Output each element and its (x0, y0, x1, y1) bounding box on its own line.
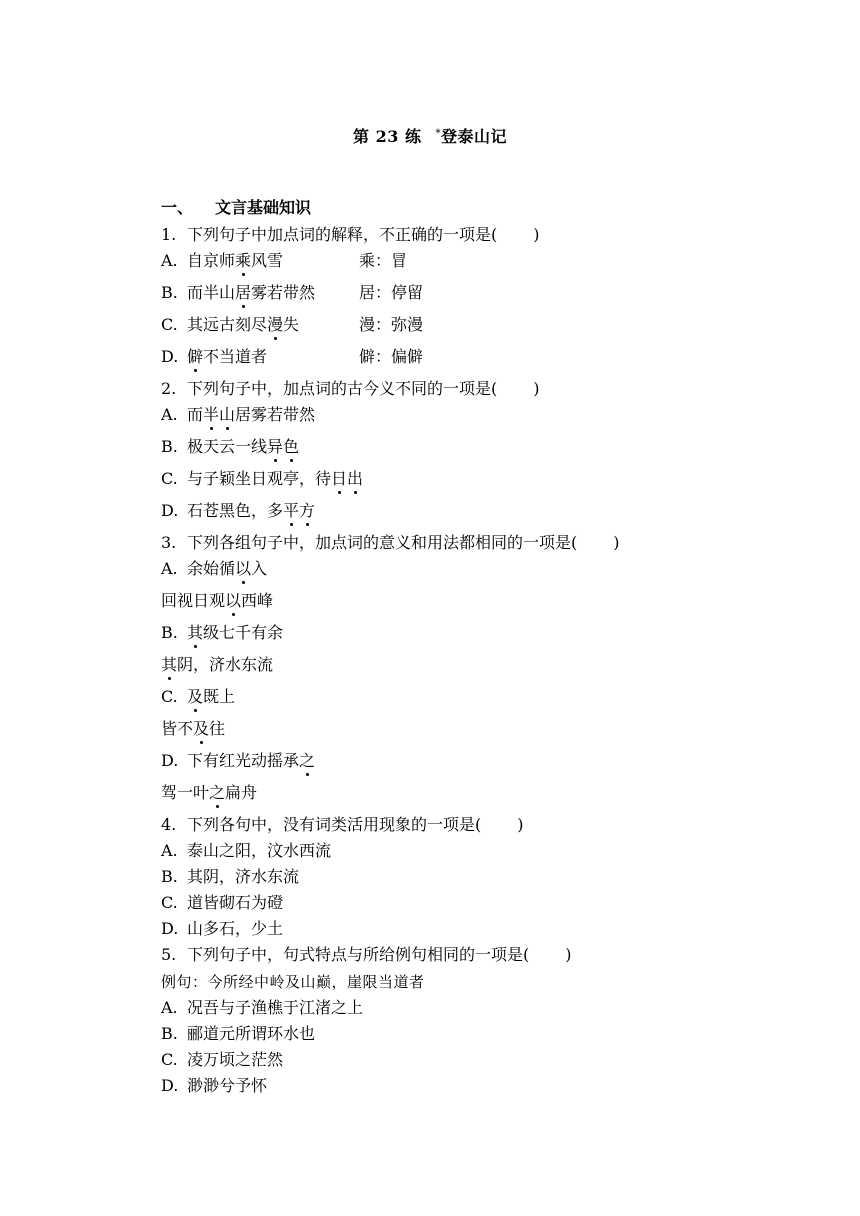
question-2-option-d: D. 石苍黑色，多平方 (161, 501, 316, 520)
question-3-line: 回视日观以西峰 (161, 591, 274, 610)
question-2-stem: 2. 下列句子中，加点词的古今义不同的一项是( ) (161, 379, 540, 398)
question-4-option-c: C. 道皆砌石为磴 (161, 893, 284, 912)
optional-marker: * (435, 128, 441, 139)
question-2-option-c: C. 与子颖坐日观亭，待日出 (161, 469, 364, 488)
question-3-line: C. 及既上 (161, 687, 236, 706)
question-3-line: D. 下有红光动摇承之 (161, 751, 316, 770)
question-2-option-b: B. 极天云一线异色 (161, 437, 300, 456)
question-4-stem: 4. 下列各句中，没有词类活用现象的一项是( ) (161, 815, 524, 834)
question-5-example: 例句：今所经中岭及山巅，崖限当道者 (161, 973, 425, 991)
question-5-stem: 5. 下列句子中，句式特点与所给例句相同的一项是( ) (161, 945, 572, 964)
question-5-option-d: D. 渺渺兮予怀 (161, 1076, 268, 1095)
question-3-line: 其阴，济水东流 (161, 655, 274, 674)
question-1-option-d: D. 僻不当道者 僻：偏僻 (161, 347, 424, 366)
question-1-option-a: A. 自京师乘风雪 乘：冒 (161, 251, 408, 270)
question-5-option-a: A. 况吾与子渔樵于江渚之上 (161, 998, 364, 1017)
question-1-option-b: B. 而半山居雾若带然 居：停留 (161, 283, 424, 302)
question-5-option-c: C. 凌万顷之茫然 (161, 1050, 284, 1069)
question-2-option-a: A. 而半山居雾若带然 (161, 405, 316, 424)
question-4-option-b: B. 其阴，济水东流 (161, 867, 300, 886)
question-3-line: 皆不及往 (161, 719, 226, 738)
question-3-line: A. 余始循以入 (161, 559, 268, 578)
page-title: 第 23 练 *登泰山记 (353, 127, 507, 146)
question-3-line: 驾一叶之扁舟 (161, 783, 258, 802)
question-3-stem: 3. 下列各组句子中，加点词的意义和用法都相同的一项是( ) (161, 533, 620, 552)
question-1-stem: 1. 下列句子中加点词的解释，不正确的一项是( ) (161, 225, 540, 244)
question-1-option-c: C. 其远古刻尽漫失 漫：弥漫 (161, 315, 424, 334)
question-4-option-a: A. 泰山之阳，汶水西流 (161, 841, 332, 860)
section-heading: 一、 文言基础知识 (161, 198, 312, 217)
question-3-line: B. 其级七千有余 (161, 623, 284, 642)
question-5-option-b: B. 郦道元所谓环水也 (161, 1024, 316, 1043)
question-4-option-d: D. 山多石，少土 (161, 919, 284, 938)
